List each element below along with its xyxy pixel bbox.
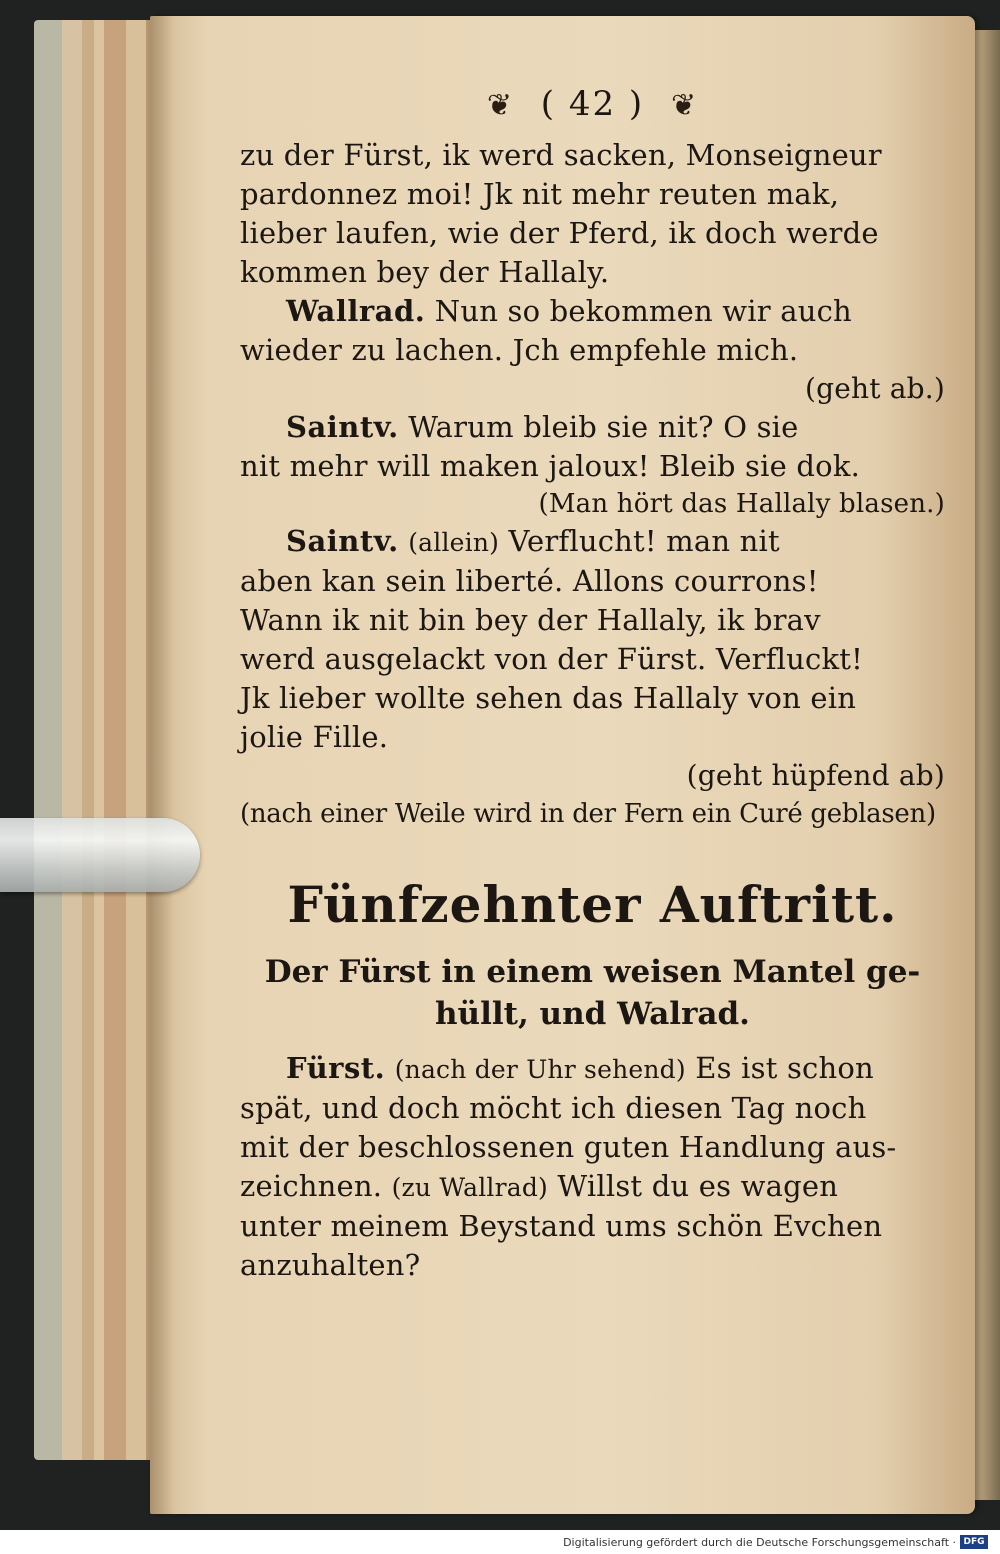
text-line: wieder zu lachen. Jch empfehle mich. — [240, 333, 799, 367]
stage-direction: (zu Wallrad) — [391, 1173, 548, 1202]
page-text — [240, 82, 945, 1285]
stage-direction: (Man hört das Hallaly blasen.) — [538, 489, 945, 519]
text-line: jolie Fille. — [240, 720, 389, 754]
text-line: werd ausgelackt von der Fürst. Verfluckt! — [240, 642, 863, 676]
speech-line — [240, 408, 945, 447]
stage-direction: (geht hüpfend ab) — [686, 759, 945, 792]
scene-subtitle-line: Der Fürst in einem weisen Mantel ge- — [264, 954, 921, 990]
dialogue-block-1 — [240, 136, 945, 833]
page-clip — [0, 810, 204, 902]
page-number: ( 42 ) — [540, 84, 645, 124]
speaker-name: Saintv. — [286, 410, 399, 444]
dfg-logo-icon: DFG — [960, 1535, 988, 1549]
text-line: aben kan sein liberté. Allons courrons! — [240, 564, 819, 598]
text-line: spät, und doch möcht ich diesen Tag noch — [240, 1091, 867, 1125]
page-edges — [34, 20, 164, 1460]
footer-bar — [0, 1530, 1000, 1554]
speech-text: Nun so bekommen wir auch — [434, 294, 852, 328]
speaker-name: Fürst. — [286, 1051, 386, 1085]
speech-line — [240, 1167, 945, 1207]
text-line: nit mehr will maken jaloux! Bleib sie dok. — [240, 449, 861, 483]
text-line: mit der beschlossenen guten Handlung aus- — [240, 1130, 897, 1164]
stage-direction: (nach der Uhr sehend) — [394, 1055, 686, 1084]
speech-text: Verflucht! man nit — [508, 524, 780, 558]
text-line: Jk lieber wollte sehen das Hallaly von ein — [240, 681, 857, 715]
speaker-name: Wallrad. — [286, 294, 426, 328]
speech-line — [240, 1049, 945, 1089]
stage-direction: (allein) — [408, 528, 500, 557]
ornament-left-icon: ❦ — [486, 88, 514, 123]
ornament-right-icon: ❦ — [671, 88, 699, 123]
text-line: pardonnez moi! Jk nit mehr reuten mak, — [240, 177, 840, 211]
scene-title: Fünfzehnter Auftritt. — [287, 875, 898, 934]
speech-line — [240, 522, 945, 562]
page-header — [240, 82, 945, 128]
text-line: Wann ik nit bin bey der Hallaly, ik brav — [240, 603, 821, 637]
text-line: lieber laufen, wie der Pferd, ik doch werde — [240, 216, 879, 250]
speech-line — [240, 292, 945, 331]
scene-subtitle — [240, 951, 945, 1035]
speech-text: Es ist schon — [695, 1051, 874, 1085]
text-line: anzuhalten? — [240, 1248, 421, 1282]
funding-credit: Digitalisierung gefördert durch die Deutsche Forschungsgemeinschaft · — [563, 1536, 956, 1549]
text-line: zu der Fürst, ik werd sacken, Monseigneur — [240, 138, 882, 172]
scene-subtitle-line: hüllt, und Walrad. — [435, 996, 750, 1032]
stage-direction: (nach einer Weile wird in der Fern ein Curé geblasen) — [240, 799, 936, 829]
speaker-name: Saintv. — [286, 524, 399, 558]
dialogue-block-2 — [240, 1049, 945, 1285]
speech-text: Willst du es wagen — [557, 1169, 839, 1203]
speech-text: Warum bleib sie nit? O sie — [408, 410, 799, 444]
gutter-shadow — [150, 16, 174, 1514]
speech-text: zeichnen. — [240, 1169, 383, 1203]
stage-direction: (geht ab.) — [804, 372, 945, 405]
text-line: unter meinem Beystand ums schön Evchen — [240, 1209, 883, 1243]
page-clip-bar — [0, 818, 200, 892]
text-line: kommen bey der Hallaly. — [240, 255, 610, 289]
